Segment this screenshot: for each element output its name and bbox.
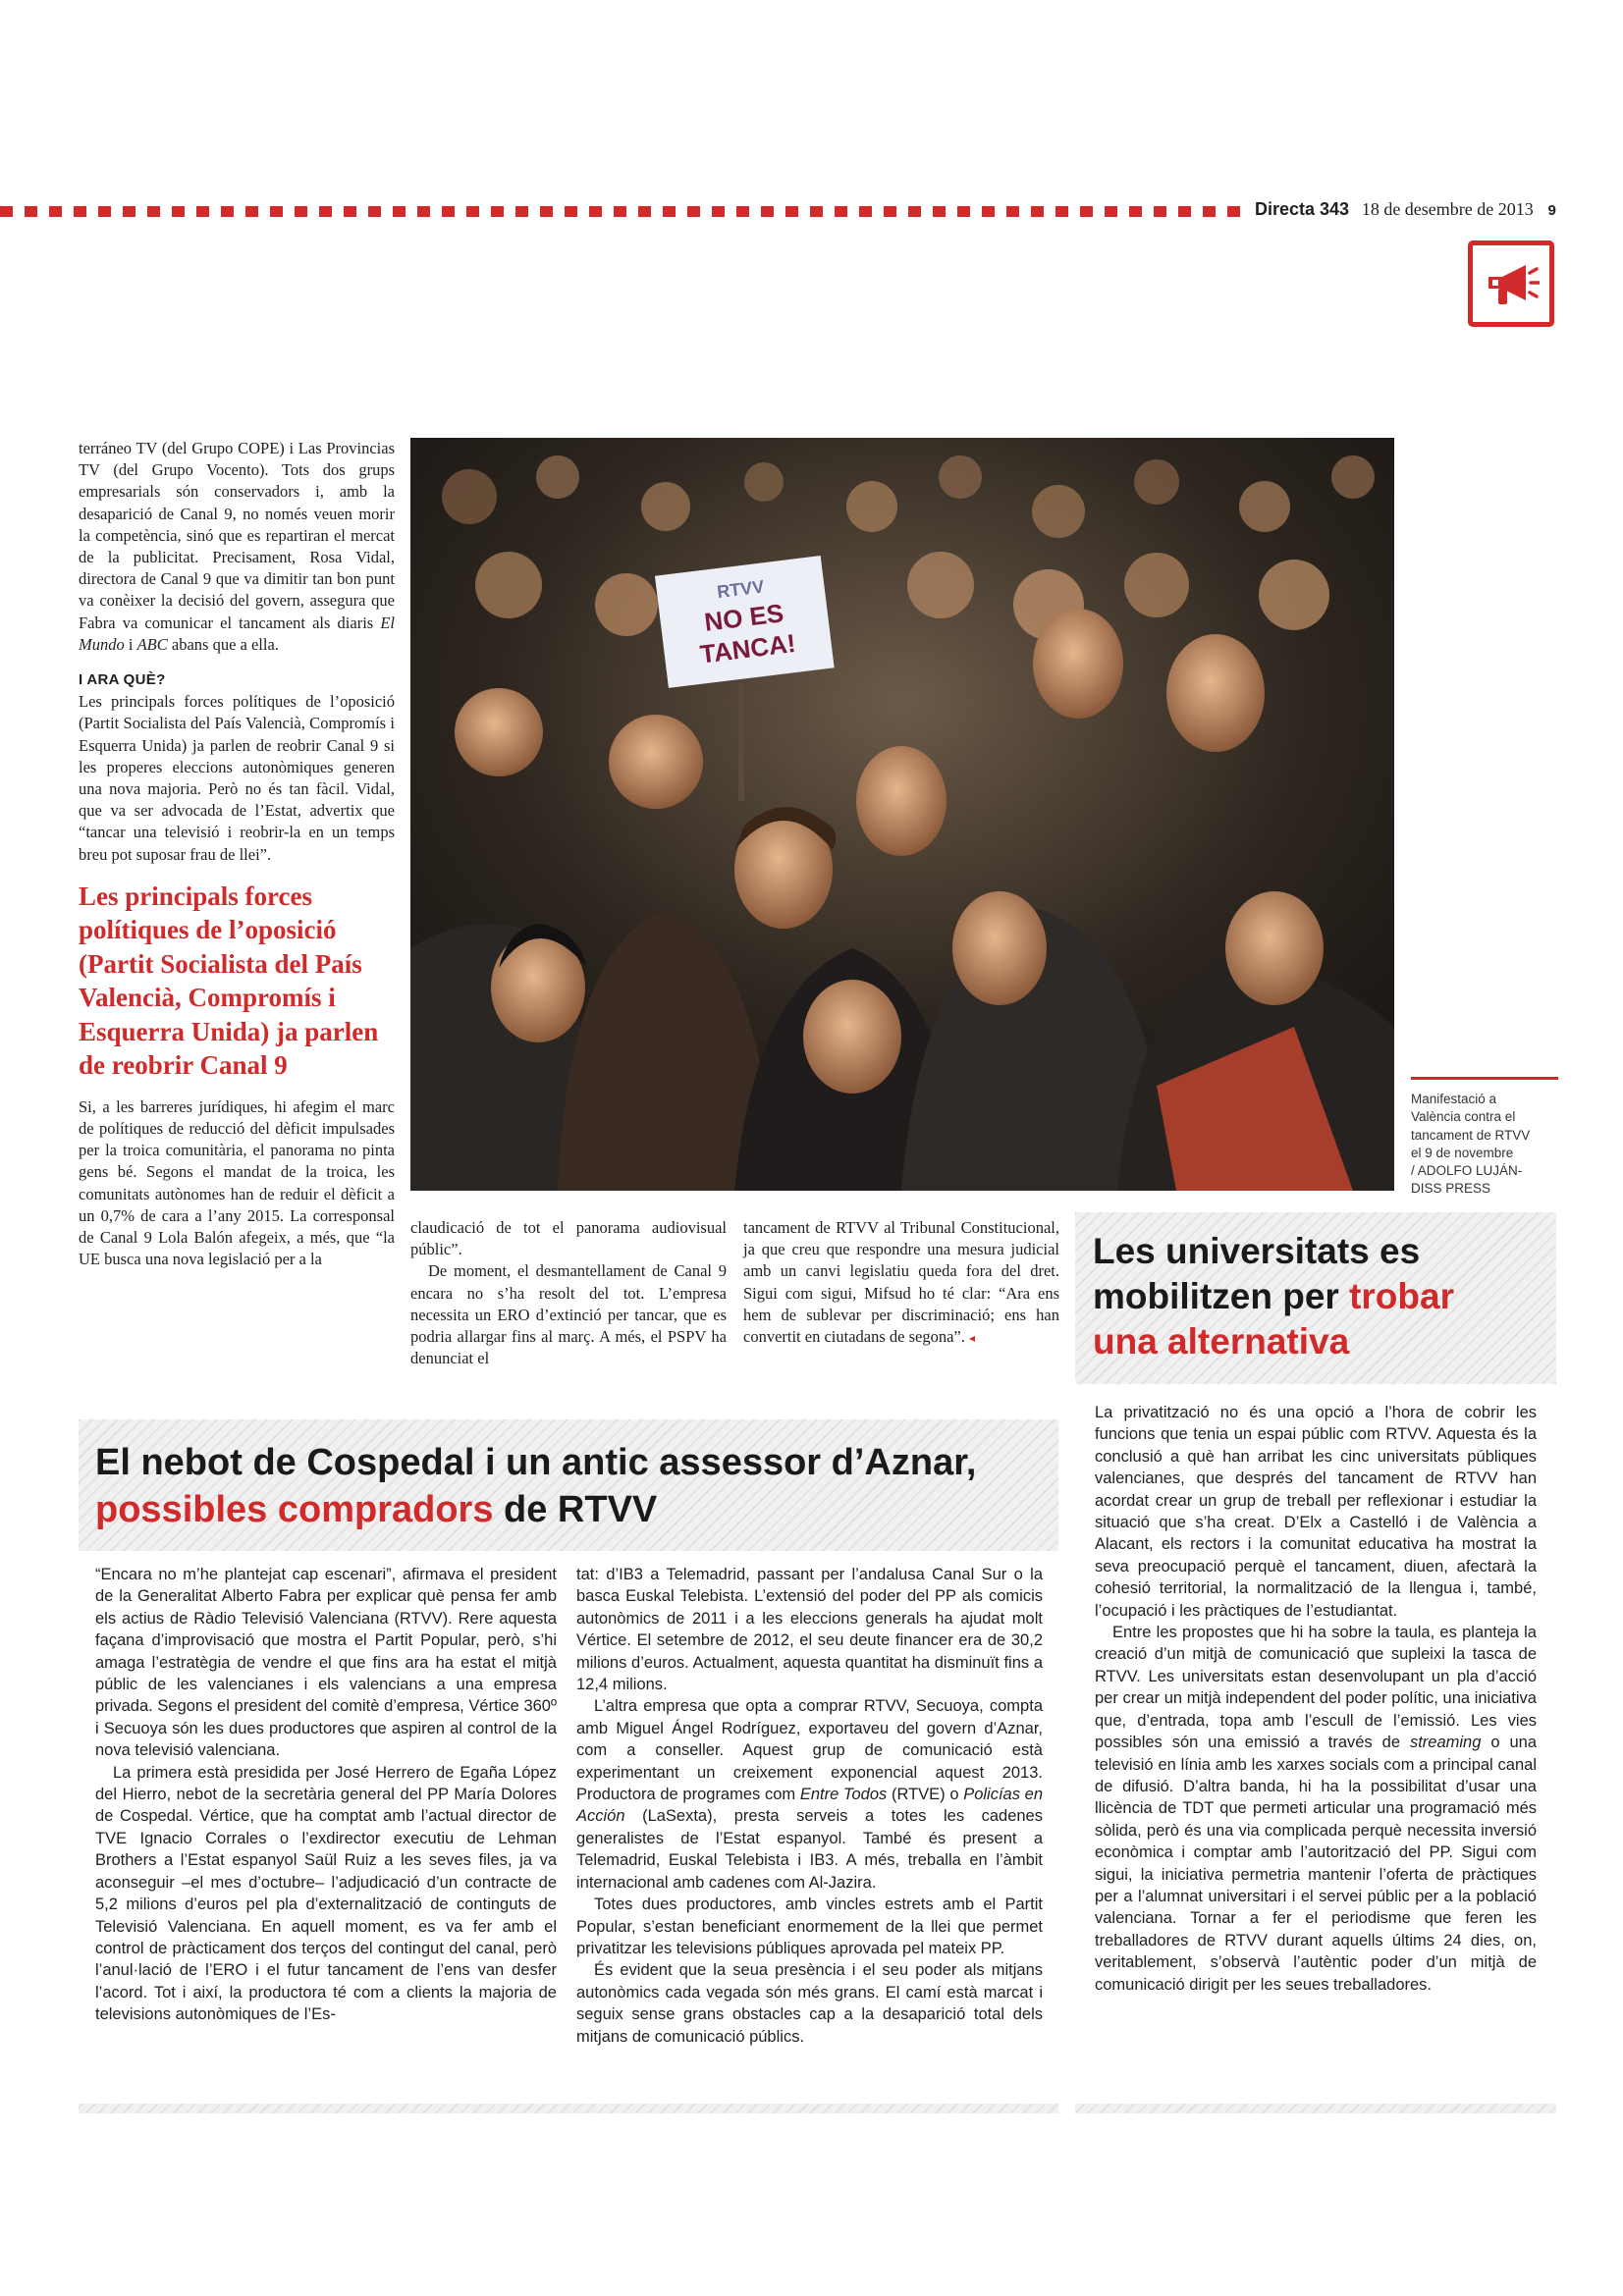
main-box-paragraph: tat: d’IB3 a Telemadrid, passant per l’andalusa Canal Sur o la basca Euskal Telebista. L’extensió del poder del PP als comicis autonòmics de 2011 i a les eleccions generals ha ajudat molt Vértice. El setembre de 2012, el seu deute financer era de 30,2 milions d’euros. Actualment, aquesta quantitat ha disminuït fins a 12,4 milions. [576, 1566, 1043, 1694]
publication-name: Directa 343 [1255, 199, 1350, 219]
main-box-title-line1: El nebot de Cospedal i un antic assessor d’Aznar, [95, 1442, 977, 1483]
main-box-title-end: de RTVV [493, 1489, 658, 1530]
main-box-title-highlight: possibles compradors [95, 1489, 494, 1530]
article-column-2 [410, 1217, 727, 1369]
pull-quote: Les principals forces polítiques de l’oposició (Partit Socialista del País Valencià, Compromís i Esquerra Unida) ja parlen de reobrir Canal 9 [79, 881, 379, 1081]
article-column-3 [743, 1217, 1059, 1349]
page-number: 9 [1547, 202, 1556, 219]
photo-caption [1411, 1077, 1558, 1199]
issue-date: 18 de desembre de 2013 [1361, 199, 1534, 219]
header-dash-rule [0, 206, 1242, 217]
caption-line: el 9 de novembre [1411, 1145, 1514, 1160]
sidebar-title-highlight: trobar una alternativa [1093, 1276, 1454, 1362]
placard-text-line2: TANCA! [698, 627, 797, 669]
caption-line: / ADOLFO LUJÁN- [1411, 1163, 1523, 1179]
megaphone-icon [1468, 240, 1554, 327]
article-column-1 [79, 438, 395, 1270]
article-paragraph: Si, a les barreres jurídiques, hi afegim el marc de polítiques de reducció del dèficit impulsades per la troica comunitària, el panorama no pinta gens bé. Segons el mandat de la troica, les comunitats autònomes han de reduir el dèficit a un 0,7% de cara a l’any 2015. La corresponsal de Canal 9 Lola Balón afegeix, a més, que “la UE busca una nova legislació per a la [79, 1096, 395, 1269]
main-box-paragraph: “Encara no m’he plantejat cap escenari”, afirmava el president de la Generalitat Alberto Fabra per explicar què pensa fer amb els actius de Ràdio Televisió Valenciana (RTVV). Rere aquesta façana d’improvisació que mostra el Partit Popular, però, s’hi amaga l’estratègia de vendre el que fins ara ha estat el mitjà públic de les valencianes i els valencians a una empresa privada. Segons el president del comitè d’empresa, Vértice 360º i Secuoya són les dues productores que aspiren al control de la nova televisió valenciana. [95, 1566, 557, 1760]
placard-text-line1: NO ES [702, 598, 785, 637]
subhead: I ARA QUÈ? [79, 671, 166, 689]
sidebar-paragraph: La privatització no és una opció a l’hora de cobrir les funcions que tenia un espai públic com RTVV. Aquesta és la conclusió a què han arribat les cinc universitats públiques valencianes, que després del tancament de RTVV han acordat crear un grup de treball per reflexionar i estudiar la situació que s’ha creat. D’Elx a Castelló i de València a Alacant, els rectors i la comunitat educativa ha mostrat la seva preocupació perquè el tancament, diuen, afectarà la cohesió territorial, la normalització de la llengua i, també, l’ocupació i les pràctiques de l’estudiantat. [1095, 1404, 1537, 1620]
caption-line: Manifestació a [1411, 1092, 1497, 1106]
main-box-title [95, 1439, 1067, 1533]
article-paragraph: De moment, el desmantellament de Canal 9 encara no s’ha resolt del tot. L’empresa necessita un ERO d’extinció per tancar, que es podria allargar fins al març. A més, el PSPV ha denunciat el [410, 1261, 727, 1368]
caption-line: València contra el [1411, 1109, 1516, 1125]
article-paragraph: claudicació de tot el panorama audiovisual públic”. [410, 1218, 727, 1259]
caption-line: DISS PRESS [1411, 1181, 1491, 1197]
masthead [1255, 199, 1589, 223]
placard-logo: RTVV [716, 576, 766, 603]
sidebar-title [1093, 1229, 1525, 1364]
main-box-paragraph: Totes dues productores, amb vincles estrets amb el Partit Popular, s’estan beneficiant enormement de la llei que permet privatitzar les televisions públiques aprovada pel mateix PP. [576, 1896, 1043, 1957]
main-box-paragraph: L’altra empresa que opta a comprar RTVV, Secuoya, compta amb Miguel Ángel Rodríguez, exportaveu del govern d’Aznar, com a conseller. Aquest grup de comunicació està experimentant un creixement exponencial aquest 2013. Productora de programes com Entre Todos (RTVE) o Policías en Acción (LaSexta), presta serveis a totes les cadenes generalistes de l’Estat espanyol. També és present a Telemadrid, Euskal Telebista i IB3. A més, treballa en l’àmbit internacional amb cadenes com Al-Jazira. [576, 1697, 1043, 1892]
caption-line: tancament de RTVV [1411, 1127, 1531, 1143]
main-box-paragraph: És evident que la seua presència i el seu poder als mitjans autonòmics cada vegada són més grans. El camí està marcat i seguix sense grans obstacles cap a la desaparició total dels mitjans de comunicació públics. [576, 1961, 1043, 2046]
main-box-column-1 [95, 1564, 557, 2026]
main-box-paragraph: La primera està presidida per José Herrero de Egaña López del Hierro, nebot de la secretària general del PP María Dolores de Cospedal. Vértice, que ha comptat amb l’actual director de TVE Ignacio Corrales o l’exdirector executiu de Lehman Brothers a l’Estat espanyol Saül Ruiz a les seves files, ja va aconseguir –el mes d’octubre– l’adjudicació d’un contracte de 5,2 milions d’euros pel pla d’externalització de continguts de Televisió Valenciana. En aquell moment, es va fer amb el control de pràcticament dos terços del contingut del canal, però l’anul·lació de l’ERO i el futur tancament de l’ens van desfer l’acord. Tot i així, la productora té com a clients la majoria de televisions autonòmiques de l’Es- [95, 1763, 557, 2024]
article-paragraph: tancament de RTVV al Tribunal Constitucional, ja que creu que respondre una mesura judicial amb un canvi legislatiu queda fora del dret. Sigui com sigui, Mifsud ho té clar: “Ara ens hem de sublevar per discriminació; ens han convertit en ciutadans de segona”. [743, 1218, 1059, 1347]
sidebar-title-part1: Les universitats es mobilitzen per [1093, 1231, 1421, 1316]
article-paragraph: terráneo TV (del Grupo COPE) i Las Provincias TV (del Grupo Vocento). Tots dos grups empresarials són conservadors i, amb la desaparició de Canal 9, no només veuen morir la competència, sinó que es repartiran el mercat de la publicitat. Precisament, Rosa Vidal, directora de Canal 9 que va dimitir tan bon punt va conèixer la decisió del govern, assegura que Fabra va comunicar el tancament als diaris El Mundo i ABC abans que a ella. [79, 439, 395, 654]
main-box-column-2 [576, 1564, 1043, 2048]
sidebar-paragraph: Entre les propostes que hi ha sobre la taula, es planteja la creació d’un mitjà de comunicació que supleixi la tasca de RTVV. Les universitats estan desenvolupant un pla d’acció per crear un mitjà independent del poder polític, una iniciativa que, d’entrada, topa amb l’escull de l’emissió. Les vies possibles són una emissió a través de streaming o una televisió en línia amb les xarxes socials com a principal canal de difusió. D’altra banda, hi ha la possibilitat d’usar una llicència de TDT que permeti articular una programació més sòlida, però és una via complicada perquè necessita inversió econòmica i comptar amb l’autorització del PP. Sigui com sigui, la iniciativa permetria mantenir l’oferta de pràctiques per a l’alumnat universitari i el servei públic per a la població valenciana. Tornar a fer el periodisme que feren les treballadores de RTVV durant aquells últims 24 dies, on, veritablement, s’observà l’autèntic poder d’un mitjà de comunicació dirigit per les seues treballadores. [1095, 1624, 1538, 1994]
protest-photo [410, 438, 1394, 1191]
end-mark-icon: ◂ [969, 1331, 976, 1346]
article-paragraph: Les principals forces polítiques de l’oposició (Partit Socialista del País Valencià, Compromís i Esquerra Unida) ja parlen de reobrir Canal 9 si les properes eleccions autonòmiques generen una nova majoria. Però no és tan fàcil. Vidal, que va ser advocada de l’Estat, advertix que “tancar una televisió i reobrir-la en un temps breu pot suposar frau de llei”. [79, 692, 395, 864]
sidebar-body [1095, 1402, 1537, 1996]
